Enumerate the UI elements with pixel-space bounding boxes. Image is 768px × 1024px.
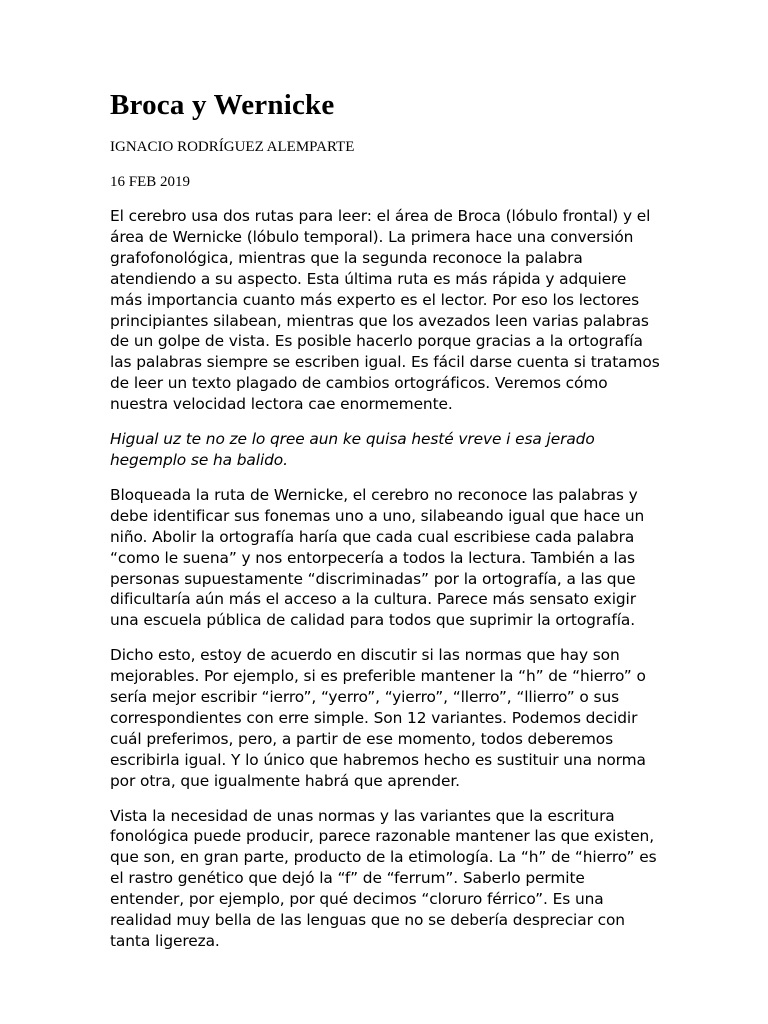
paragraph-4: Dicho esto, estoy de acuerdo en discutir si las normas que hay son mejorables. Por ejemplo, si es preferible mantener la “h” de “hierro” o sería mejor escribir “ierro”, “yerro”, “yierro”, “llerro”, “llierro” o sus correspondientes con erre simple. Son 12 variantes. Podemos decidir cuál preferimos, pero, a partir de ese momento, todos deberemos escribirla igual. Y lo único que habremos hecho es sustituir una norma por otra, que igualmente habrá que aprender. <box>110 646 646 790</box>
paragraph-1: El cerebro usa dos rutas para leer: el área de Broca (lóbulo frontal) y el área de Wernicke (lóbulo temporal). La primera hace una conversión grafofonológica, mientras que la segunda reconoce la palabra atendiendo a su aspecto. Esta última ruta es más rápida y adquiere más importancia cuanto más experto es el lector. Por eso los lectores principiantes silabean, mientras que los avezados leen varias palabras de un golpe de vista. Es posible hacerlo porque gracias a la ortografía las palabras siempre se escriben igual. Es fácil darse cuenta si tratamos de leer un texto plagado de cambios ortográficos. Veremos cómo nuestra velocidad lectora cae enormemente. <box>110 207 660 414</box>
article-author: IGNACIO RODRÍGUEZ ALEMPARTE <box>110 139 355 155</box>
article <box>110 88 662 966</box>
article-date: 16 FEB 2019 <box>110 174 191 190</box>
article-title: Broca y Wernicke <box>110 89 335 121</box>
paragraph-2-example: Higual uz te no ze lo qree aun ke quisa hesté vreve i esa jerado hegemplo se ha balido. <box>110 430 595 469</box>
paragraph-5: Vista la necesidad de unas normas y las variantes que la escritura fonológica puede producir, parece razonable mantener las que existen, que son, en gran parte, producto de la etimología. La “h” de “hierro” es el rastro genético que dejó la “f” de “ferrum”. Saberlo permite entender, por ejemplo, por qué decimos “cloruro férrico”. Es una realidad muy bella de las lenguas que no se debería despreciar con tanta ligereza. <box>110 806 657 950</box>
paragraph-3: Bloqueada la ruta de Wernicke, el cerebro no reconoce las palabras y debe identificar sus fonemas uno a uno, silabeando igual que hace un niño. Abolir la ortografía haría que cada cual escribiese cada palabra “como le suena” y nos entorpecería a todos la lectura. También a las personas supuestamente “discriminadas” por la ortografía, a las que dificultaría aún más el acceso a la cultura. Parece más sensato exigir una escuela pública de calidad para todos que suprimir la ortografía. <box>110 485 645 630</box>
